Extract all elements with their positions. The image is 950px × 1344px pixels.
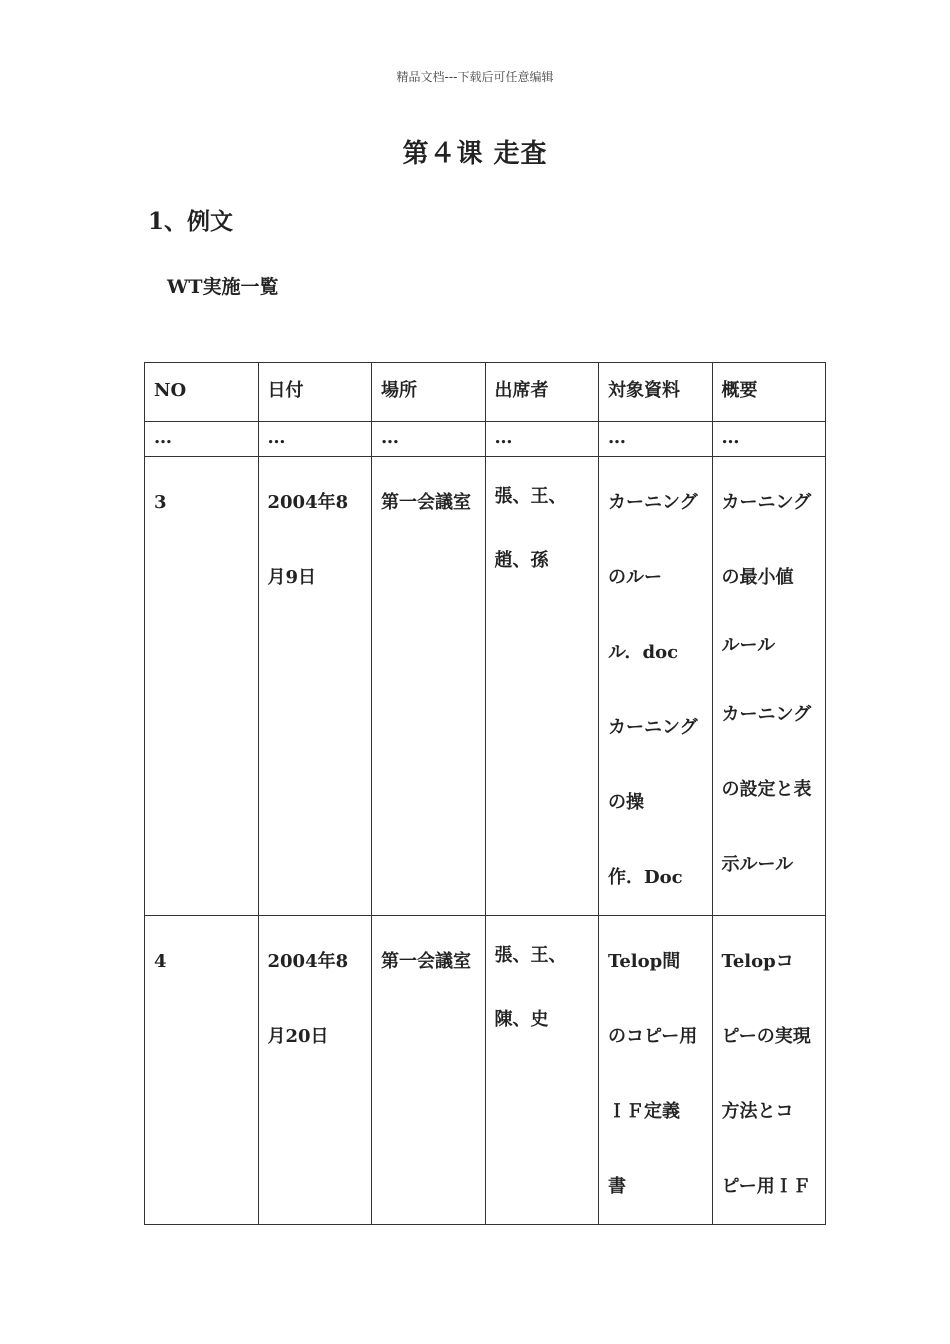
- cell-date: 2004年8 月20日: [258, 916, 372, 1225]
- cell-attendees: 張、王、 陳、史: [485, 916, 599, 1225]
- ellipsis-cell: …: [599, 422, 713, 457]
- table-row: [145, 916, 826, 1225]
- cell-no: 3: [145, 457, 259, 916]
- cell-place: 第一会議室: [372, 916, 486, 1225]
- header-cell-date: 日付: [258, 363, 372, 422]
- cell-material: カーニング のルー ル．doc カーニング の操 作．Doc: [599, 457, 713, 916]
- section-heading: 1、例文: [148, 208, 234, 235]
- table-row: [145, 457, 826, 916]
- header-cell-place: 場所: [372, 363, 486, 422]
- page-header: 精品文档---下载后可任意编辑: [396, 70, 554, 84]
- cell-date: 2004年8 月9日: [258, 457, 372, 916]
- header-cell-summary: 概要: [712, 363, 826, 422]
- cell-place: 第一会議室: [372, 457, 486, 916]
- lesson-title: 第４课 走査: [402, 139, 548, 169]
- table-row-ellipsis: [145, 422, 826, 457]
- wt-table: [144, 362, 826, 1225]
- cell-summary: カーニング の最小値 ルール カーニング の設定と表 示ルール: [712, 457, 826, 916]
- header-cell-material: 対象資料: [599, 363, 713, 422]
- cell-material: Telop間 のコピー用 ＩＦ定義 書: [599, 916, 713, 1225]
- ellipsis-cell: …: [258, 422, 372, 457]
- ellipsis-cell: …: [372, 422, 486, 457]
- ellipsis-cell: …: [712, 422, 826, 457]
- table-caption: WT実施一覧: [167, 276, 279, 298]
- cell-no: 4: [145, 916, 259, 1225]
- header-cell-no: NO: [145, 363, 259, 422]
- cell-attendees: 張、王、 趙、孫: [485, 457, 599, 916]
- ellipsis-cell: …: [145, 422, 259, 457]
- header-cell-attendees: 出席者: [485, 363, 599, 422]
- cell-summary: Telopコ ピーの実現 方法とコ ピー用ＩＦ: [712, 916, 826, 1225]
- ellipsis-cell: …: [485, 422, 599, 457]
- table-header-row: [145, 363, 826, 422]
